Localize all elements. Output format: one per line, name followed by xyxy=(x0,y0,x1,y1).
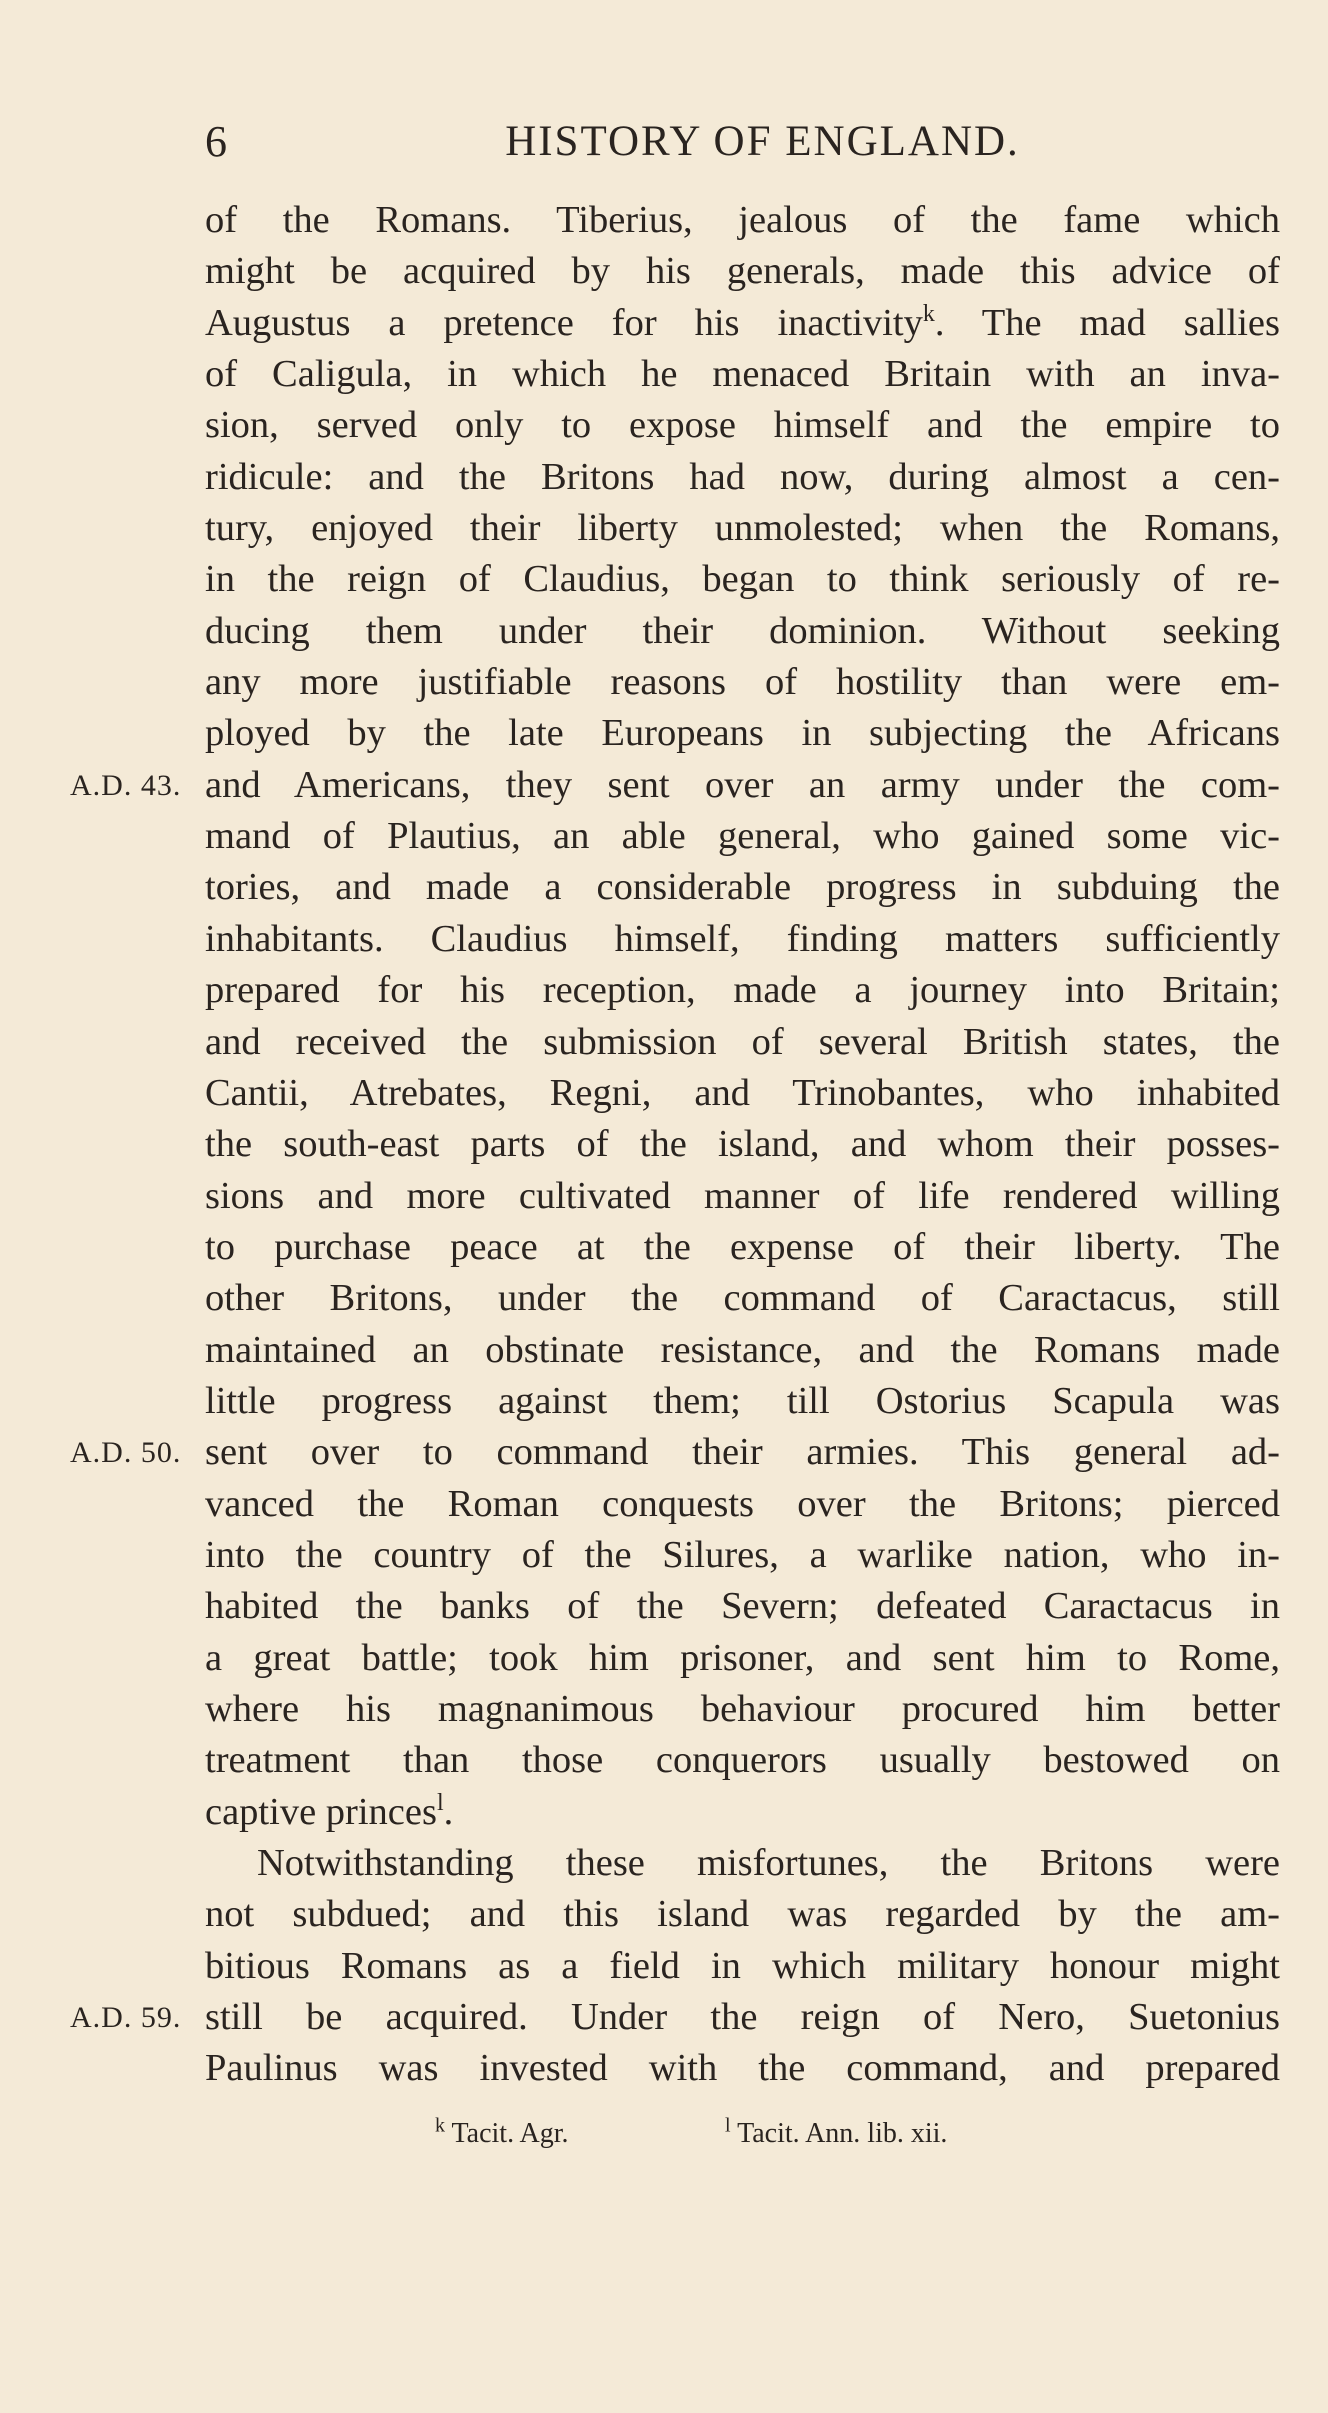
text-line: mand of Plautius, an able general, who gained some vic- xyxy=(205,815,1280,858)
footnote-k xyxy=(435,2114,569,2150)
text-span: . xyxy=(443,1790,454,1833)
text-line: might be acquired by his generals, made this advice of xyxy=(205,250,1280,293)
text-line: the south-east parts of the island, and whom their posses- xyxy=(205,1123,1280,1166)
text-line: vanced the Roman conquests over the Britons; pierced xyxy=(205,1482,1280,1525)
footnote-text: Tacit. Ann. lib. xii. xyxy=(737,2118,948,2149)
text-line: treatment than those conquerors usually bestowed on xyxy=(205,1739,1280,1782)
text-line: Paulinus was invested with the command, and prepared xyxy=(205,2047,1280,2090)
text-line: ployed by the late Europeans in subjecting the Africans xyxy=(205,712,1280,755)
margin-date-ad59: A.D. 59. xyxy=(70,2001,182,2035)
text-line: bitious Romans as a field in which military honour might xyxy=(205,1944,1280,1987)
text-line: sion, served only to expose himself and the empire to xyxy=(205,404,1280,447)
text-line: not subdued; and this island was regarded by the am- xyxy=(205,1893,1280,1936)
text-line xyxy=(70,1427,1280,1478)
text-line xyxy=(70,760,1280,811)
text-line: to purchase peace at the expense of their liberty. The xyxy=(205,1225,1280,1268)
text-line: other Britons, under the command of Caractacus, still xyxy=(205,1277,1280,1320)
footnote-mark: k xyxy=(435,2114,445,2137)
footnote-text: Tacit. Agr. xyxy=(451,2118,569,2149)
text-line: tories, and made a considerable progress in subduing the xyxy=(205,866,1280,909)
text-line: habited the banks of the Severn; defeated Caractacus in xyxy=(205,1585,1280,1628)
text-line: into the country of the Silures, a warlike nation, who in- xyxy=(205,1533,1280,1576)
text-line: in the reign of Claudius, began to think seriously of re- xyxy=(205,558,1280,601)
text-line: sions and more cultivated manner of life rendered willing xyxy=(205,1174,1280,1217)
text-line: Notwithstanding these misfortunes, the Britons were xyxy=(257,1842,1280,1884)
page-number: 6 xyxy=(205,117,227,166)
text-line: tury, enjoyed their liberty unmolested; when the Romans, xyxy=(205,507,1280,550)
text-span: Augustus a pretence for his inactivity xyxy=(205,301,923,344)
footnotes xyxy=(435,2114,1135,2158)
text-span: captive princes xyxy=(205,1790,437,1833)
footnote-ref-k: k xyxy=(922,300,935,327)
text-line xyxy=(205,1787,1280,1838)
text-line: ducing them under their dominion. Without seeking xyxy=(205,609,1280,652)
running-title: HISTORY OF ENGLAND. xyxy=(505,118,1020,165)
text-line: any more justifiable reasons of hostility than were em- xyxy=(205,661,1280,704)
text-line: maintained an obstinate resistance, and the Romans made xyxy=(205,1328,1280,1371)
text-line xyxy=(205,298,1280,349)
text-span: and Americans, they sent over an army under the com- xyxy=(205,763,1280,806)
text-line: inhabitants. Claudius himself, finding matters sufficiently xyxy=(205,917,1280,960)
text-line: ridicule: and the Britons had now, during almost a cen- xyxy=(205,455,1280,498)
text-line: and received the submission of several British states, the xyxy=(205,1020,1280,1063)
text-span: still be acquired. Under the reign of Nero, Suetonius xyxy=(205,1996,1280,2039)
text-line: little progress against them; till Ostorius Scapula was xyxy=(205,1379,1280,1422)
margin-date-ad43: A.D. 43. xyxy=(70,768,182,802)
page-header xyxy=(205,112,1280,172)
text-line: a great battle; took him prisoner, and sent him to Rome, xyxy=(205,1636,1280,1679)
text-line xyxy=(70,1992,1280,2043)
text-line: of the Romans. Tiberius, jealous of the fame which xyxy=(205,199,1280,241)
text-line: where his magnanimous behaviour procured him better xyxy=(205,1687,1280,1730)
body-text xyxy=(70,195,1280,2095)
margin-date-ad50: A.D. 50. xyxy=(70,1436,182,1470)
footnote-l xyxy=(725,2114,948,2150)
text-line: of Caligula, in which he menaced Britain with an inva- xyxy=(205,353,1280,396)
footnote-mark: l xyxy=(725,2114,731,2137)
text-line: prepared for his reception, made a journey into Britain; xyxy=(205,969,1280,1012)
footnote-ref-l: l xyxy=(436,1789,444,1816)
text-span: sent over to command their armies. This general ad- xyxy=(205,1431,1280,1474)
text-line: Cantii, Atrebates, Regni, and Trinobantes, who inhabited xyxy=(205,1071,1280,1114)
text-span: . The mad sallies xyxy=(934,301,1280,344)
